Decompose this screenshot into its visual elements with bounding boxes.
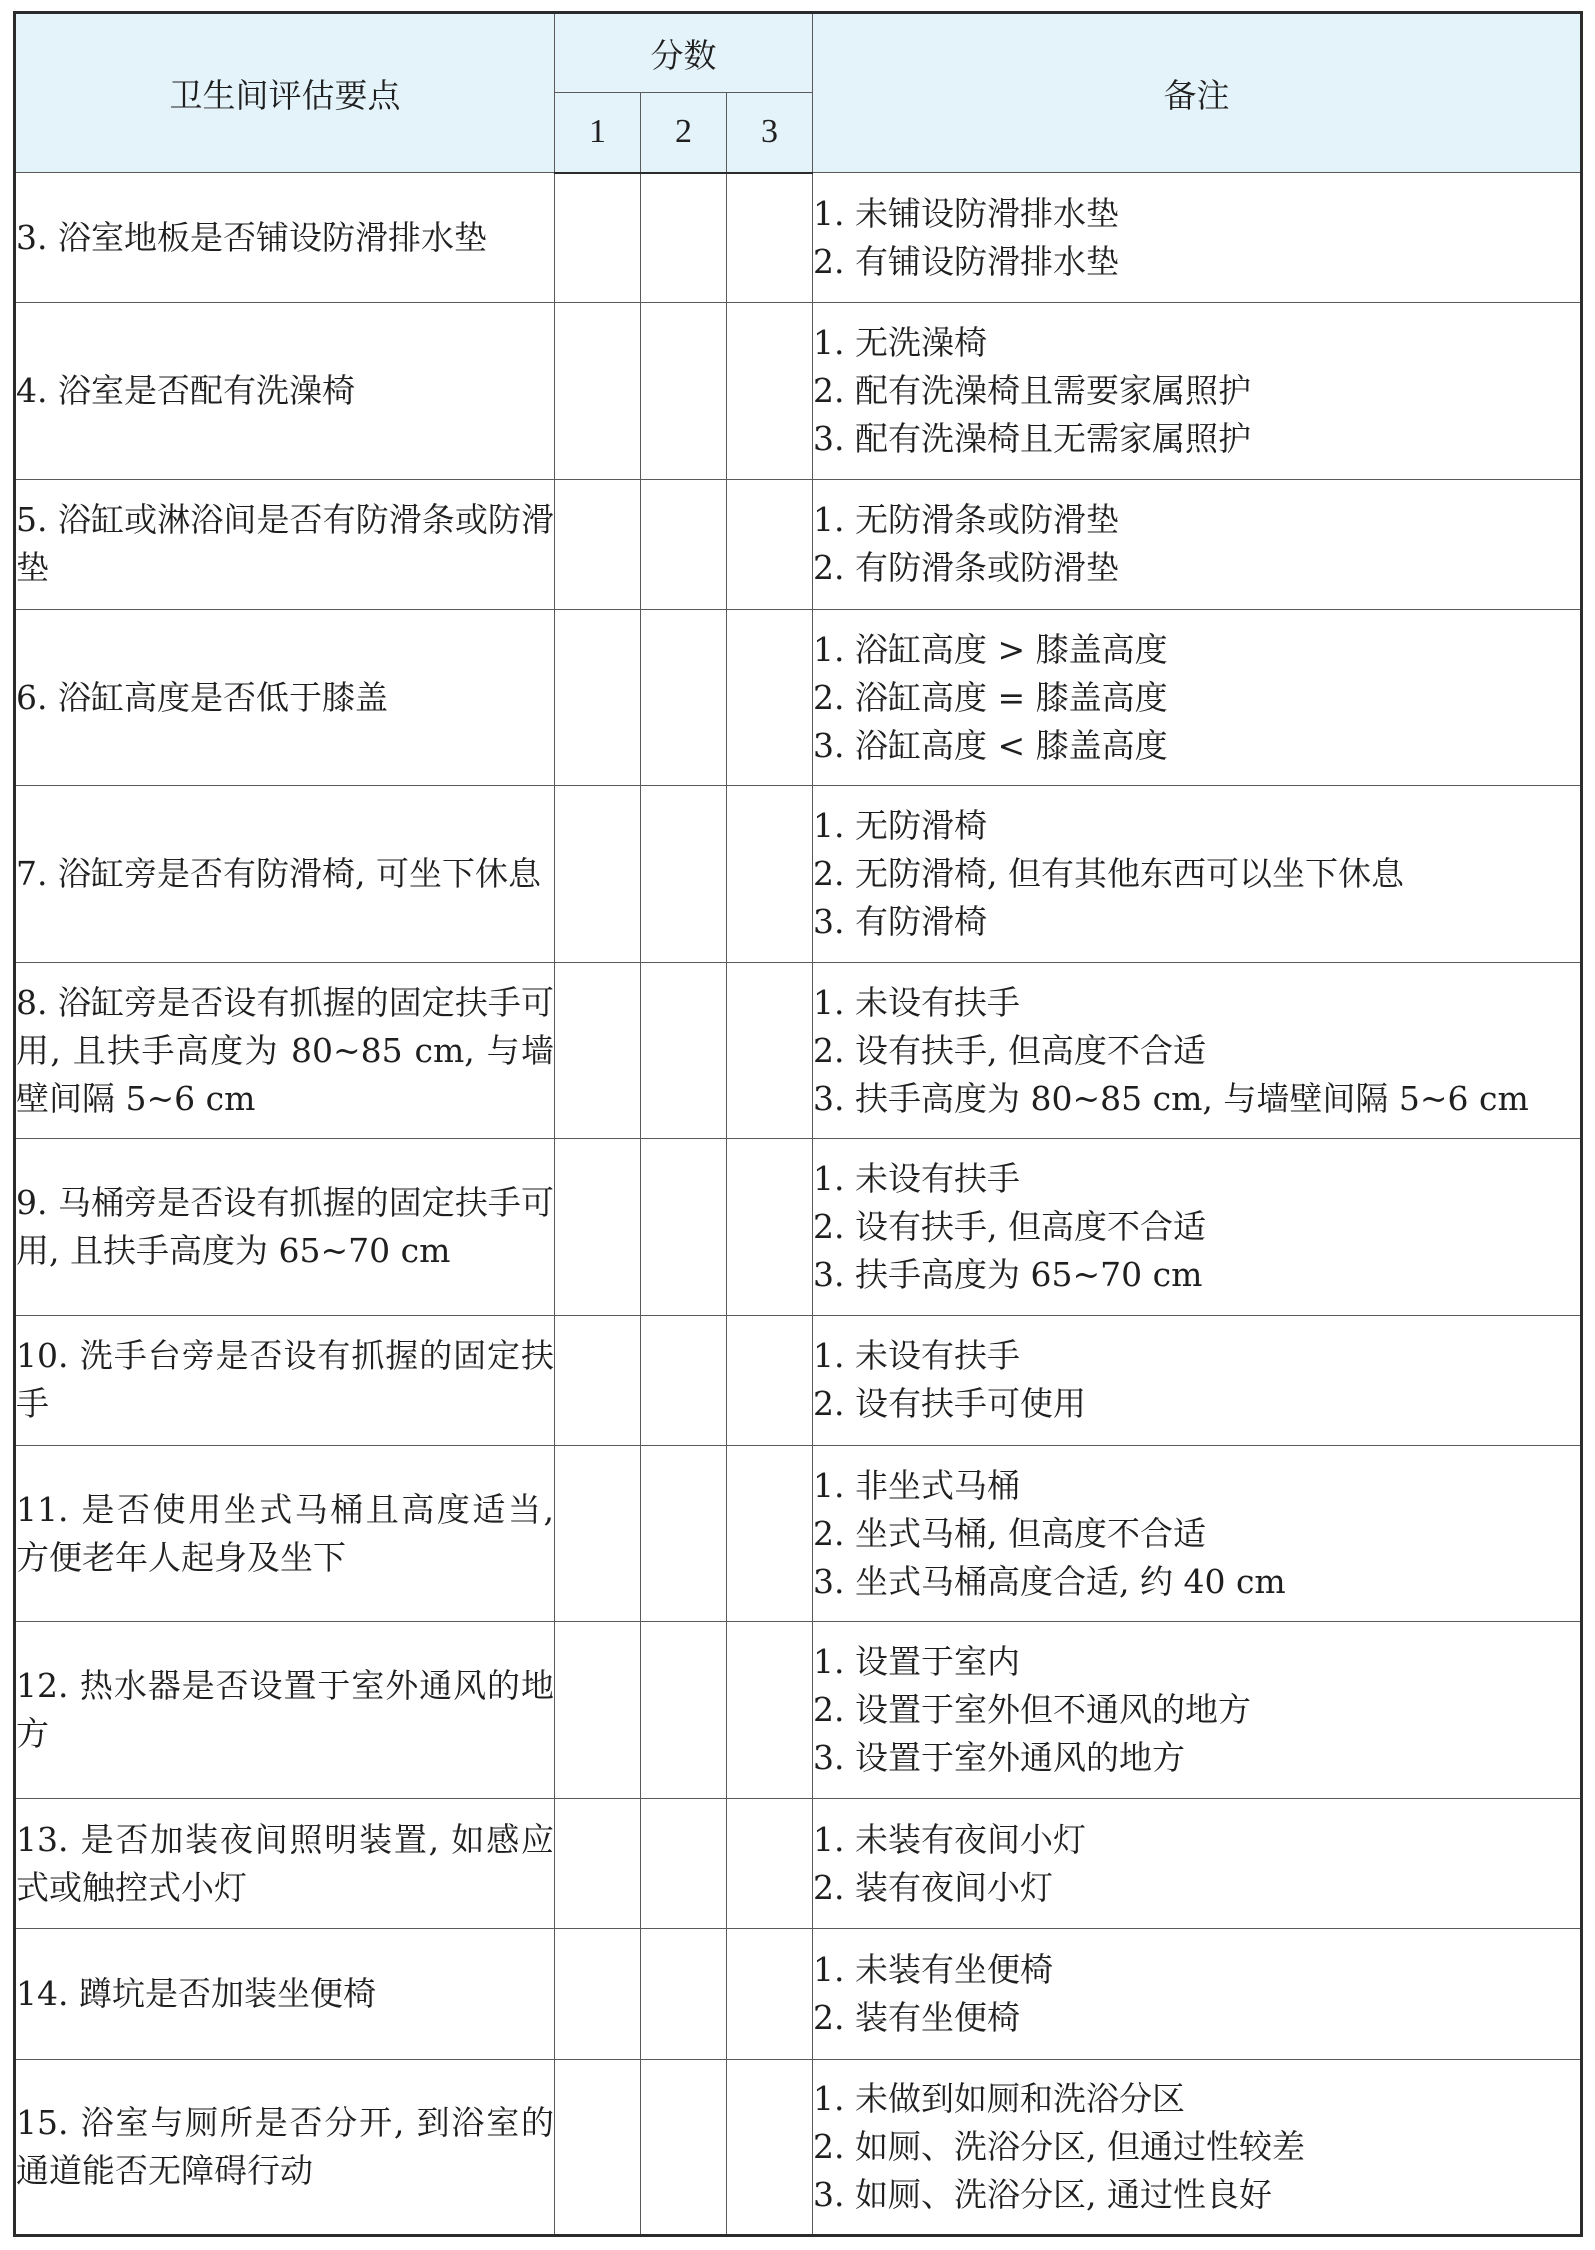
- remark-option: 3. 扶手高度为 80~85 cm, 与墙壁间隔 5~6 cm: [813, 1078, 1529, 1118]
- score-cell-2[interactable]: [641, 2059, 727, 2235]
- remark-option: 2. 装有夜间小灯: [813, 1867, 1053, 1907]
- assessment-item: 3. 浴室地板是否铺设防滑排水垫: [15, 173, 555, 303]
- score-cell-3[interactable]: [727, 1929, 813, 2059]
- remark-option: 1. 无防滑椅: [813, 806, 987, 846]
- score-cell-3[interactable]: [727, 1446, 813, 1622]
- remark-option: 2. 装有坐便椅: [813, 1997, 1020, 2037]
- score-cell-2[interactable]: [641, 479, 727, 609]
- remarks-cell: [813, 2059, 1582, 2235]
- remarks-cell: [813, 610, 1582, 786]
- table-row: [15, 303, 1582, 479]
- score-cell-2[interactable]: [641, 173, 727, 303]
- remarks-cell: [813, 479, 1582, 609]
- score-cell-1[interactable]: [555, 1622, 641, 1798]
- score-cell-2[interactable]: [641, 786, 727, 962]
- table-row: [15, 173, 1582, 303]
- score-cell-1[interactable]: [555, 1139, 641, 1315]
- remark-option: 1. 未装有坐便椅: [813, 1949, 1053, 1989]
- assessment-item: 8. 浴缸旁是否设有抓握的固定扶手可用, 且扶手高度为 80~85 cm, 与墙壁间隔 5~6 cm: [15, 962, 555, 1138]
- remark-option: 1. 未铺设防滑排水垫: [813, 193, 1119, 233]
- score-cell-3[interactable]: [727, 1315, 813, 1445]
- remark-option: 1. 设置于室内: [813, 1642, 1020, 1682]
- assessment-item: 15. 浴室与厕所是否分开, 到浴室的通道能否无障碍行动: [15, 2059, 555, 2235]
- remark-option: 3. 如厕、洗浴分区, 通过性良好: [813, 2174, 1272, 2214]
- remark-option: 1. 非坐式马桶: [813, 1465, 1020, 1505]
- table-row: [15, 1798, 1582, 1928]
- remark-option: 3. 坐式马桶高度合适, 约 40 cm: [813, 1561, 1286, 1601]
- assessment-item: 11. 是否使用坐式马桶且高度适当, 方便老年人起身及坐下: [15, 1446, 555, 1622]
- score-cell-2[interactable]: [641, 1622, 727, 1798]
- score-cell-1[interactable]: [555, 786, 641, 962]
- remarks-cell: [813, 1315, 1582, 1445]
- remark-option: 3. 有防滑椅: [813, 902, 987, 942]
- score-cell-1[interactable]: [555, 962, 641, 1138]
- score-cell-3[interactable]: [727, 1139, 813, 1315]
- remark-option: 2. 设有扶手可使用: [813, 1384, 1086, 1424]
- score-cell-2[interactable]: [641, 303, 727, 479]
- remark-option: 2. 设有扶手, 但高度不合适: [813, 1207, 1206, 1247]
- score-cell-1[interactable]: [555, 173, 641, 303]
- remark-option: 2. 设置于室外但不通风的地方: [813, 1690, 1251, 1730]
- header-assessment-points: 卫生间评估要点: [15, 13, 555, 173]
- assessment-item: 9. 马桶旁是否设有抓握的固定扶手可用, 且扶手高度为 65~70 cm: [15, 1139, 555, 1315]
- assessment-item: 5. 浴缸或淋浴间是否有防滑条或防滑垫: [15, 479, 555, 609]
- remarks-cell: [813, 173, 1582, 303]
- remarks-cell: [813, 303, 1582, 479]
- assessment-item: 10. 洗手台旁是否设有抓握的固定扶手: [15, 1315, 555, 1445]
- table-row: [15, 786, 1582, 962]
- remark-option: 2. 有防滑条或防滑垫: [813, 548, 1119, 588]
- header-score-3: 3: [727, 93, 813, 173]
- table-row: [15, 1139, 1582, 1315]
- score-cell-2[interactable]: [641, 1798, 727, 1928]
- score-cell-1[interactable]: [555, 610, 641, 786]
- score-cell-3[interactable]: [727, 2059, 813, 2235]
- remarks-cell: [813, 1798, 1582, 1928]
- score-cell-3[interactable]: [727, 1622, 813, 1798]
- remark-option: 1. 未设有扶手: [813, 1336, 1020, 1376]
- remark-option: 1. 未设有扶手: [813, 982, 1020, 1022]
- remark-option: 2. 设有扶手, 但高度不合适: [813, 1030, 1206, 1070]
- remark-option: 1. 无防滑条或防滑垫: [813, 500, 1119, 540]
- table-row: [15, 1622, 1582, 1798]
- remarks-cell: [813, 1929, 1582, 2059]
- remark-option: 2. 配有洗澡椅且需要家属照护: [813, 371, 1251, 411]
- remarks-cell: [813, 1446, 1582, 1622]
- assessment-item: 4. 浴室是否配有洗澡椅: [15, 303, 555, 479]
- remark-option: 3. 设置于室外通风的地方: [813, 1738, 1185, 1778]
- remark-option: 2. 无防滑椅, 但有其他东西可以坐下休息: [813, 854, 1404, 894]
- remark-option: 1. 未做到如厕和洗浴分区: [813, 2078, 1185, 2118]
- remark-option: 3. 扶手高度为 65~70 cm: [813, 1255, 1203, 1295]
- table-row: [15, 1446, 1582, 1622]
- remarks-cell: [813, 962, 1582, 1138]
- remarks-cell: [813, 1622, 1582, 1798]
- table-row: [15, 962, 1582, 1138]
- score-cell-2[interactable]: [641, 962, 727, 1138]
- score-cell-2[interactable]: [641, 1929, 727, 2059]
- score-cell-1[interactable]: [555, 303, 641, 479]
- score-cell-1[interactable]: [555, 479, 641, 609]
- remarks-cell: [813, 786, 1582, 962]
- score-cell-3[interactable]: [727, 962, 813, 1138]
- score-cell-1[interactable]: [555, 2059, 641, 2235]
- remark-option: 2. 有铺设防滑排水垫: [813, 241, 1119, 281]
- score-cell-3[interactable]: [727, 173, 813, 303]
- remark-option: 1. 浴缸高度 > 膝盖高度: [813, 629, 1168, 669]
- score-cell-2[interactable]: [641, 1139, 727, 1315]
- score-cell-3[interactable]: [727, 1798, 813, 1928]
- assessment-item: 7. 浴缸旁是否有防滑椅, 可坐下休息: [15, 786, 555, 962]
- assessment-rows: [15, 173, 1582, 2236]
- assessment-item: 13. 是否加装夜间照明装置, 如感应式或触控式小灯: [15, 1798, 555, 1928]
- score-cell-3[interactable]: [727, 610, 813, 786]
- remark-option: 2. 浴缸高度 = 膝盖高度: [813, 677, 1168, 717]
- remark-option: 2. 如厕、洗浴分区, 但通过性较差: [813, 2126, 1305, 2166]
- remarks-cell: [813, 1139, 1582, 1315]
- assessment-item: 14. 蹲坑是否加装坐便椅: [15, 1929, 555, 2059]
- table-row: [15, 610, 1582, 786]
- table-row: [15, 2059, 1582, 2235]
- table-row: [15, 479, 1582, 609]
- remark-option: 1. 未装有夜间小灯: [813, 1819, 1086, 1859]
- header-score-1: 1: [555, 93, 641, 173]
- score-cell-3[interactable]: [727, 479, 813, 609]
- remark-option: 3. 浴缸高度 < 膝盖高度: [813, 725, 1168, 765]
- score-cell-1[interactable]: [555, 1798, 641, 1928]
- remark-option: 3. 配有洗澡椅且无需家属照护: [813, 419, 1251, 459]
- remark-option: 2. 坐式马桶, 但高度不合适: [813, 1513, 1206, 1553]
- score-cell-2[interactable]: [641, 1446, 727, 1622]
- score-cell-2[interactable]: [641, 1315, 727, 1445]
- table-row: [15, 1929, 1582, 2059]
- remark-option: 1. 未设有扶手: [813, 1159, 1020, 1199]
- remark-option: 1. 无洗澡椅: [813, 323, 987, 363]
- score-cell-3[interactable]: [727, 303, 813, 479]
- header-score-group: 分数: [555, 13, 813, 93]
- table-row: [15, 1315, 1582, 1445]
- score-cell-1[interactable]: [555, 1315, 641, 1445]
- score-cell-1[interactable]: [555, 1446, 641, 1622]
- score-cell-1[interactable]: [555, 1929, 641, 2059]
- header-remarks: 备注: [813, 13, 1582, 173]
- score-cell-3[interactable]: [727, 786, 813, 962]
- bathroom-assessment-table: [13, 11, 1583, 2237]
- assessment-item: 6. 浴缸高度是否低于膝盖: [15, 610, 555, 786]
- header-score-2: 2: [641, 93, 727, 173]
- score-cell-2[interactable]: [641, 610, 727, 786]
- assessment-item: 12. 热水器是否设置于室外通风的地方: [15, 1622, 555, 1798]
